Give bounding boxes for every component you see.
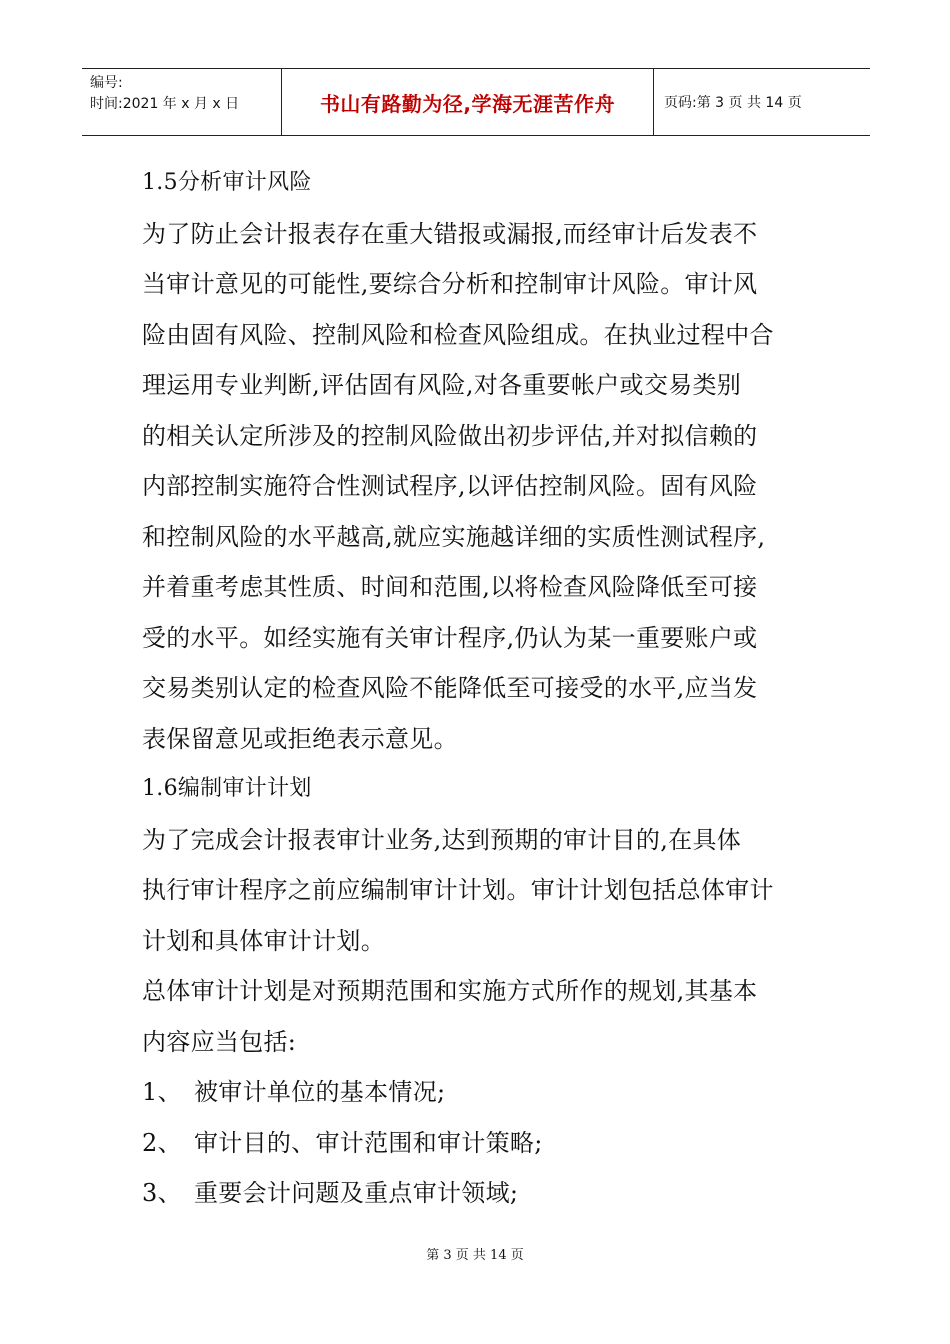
list-item-text: 被审计单位的基本情况; bbox=[194, 1078, 446, 1106]
paragraph-line: 并着重考虑其性质、时间和范围,以将检查风险降低至可接 bbox=[142, 573, 758, 601]
paragraph-line: 内容应当包括: bbox=[142, 1027, 297, 1056]
list-item bbox=[142, 1067, 822, 1118]
paragraph-line: 的相关认定所涉及的控制风险做出初步评估,并对拟信赖的 bbox=[142, 421, 758, 450]
numbered-list bbox=[142, 1067, 822, 1219]
motto-text: 书山有路勤为径,学海无涯苦作舟 bbox=[319, 91, 616, 116]
header-meta bbox=[82, 69, 282, 135]
paragraph-line: 当审计意见的可能性,要综合分析和控制审计风险。审计风 bbox=[142, 270, 758, 298]
list-item-number: 3、 bbox=[142, 1179, 182, 1207]
number-label: 编号: bbox=[90, 75, 123, 91]
list-item bbox=[142, 1118, 822, 1169]
section-heading: 1.6编制审计计划 bbox=[142, 776, 312, 801]
section-heading: 1.5分析审计风险 bbox=[142, 170, 312, 195]
date-label: 时间:2021 年 x 月 x 日 bbox=[90, 96, 240, 112]
list-item-number: 2、 bbox=[142, 1128, 182, 1157]
paragraph-line: 理运用专业判断,评估固有风险,对各重要帐户或交易类别 bbox=[142, 371, 742, 399]
paragraph bbox=[142, 209, 822, 765]
footer-page-number: 第 3 页 共 14 页 bbox=[426, 1248, 524, 1263]
paragraph-line: 内部控制实施符合性测试程序,以评估控制风险。固有风险 bbox=[142, 472, 758, 500]
paragraph-line: 和控制风险的水平越高,就应实施越详细的实质性测试程序, bbox=[142, 522, 766, 551]
page-info-text: 页码:第 3 页 共 14 页 bbox=[664, 95, 802, 111]
list-item bbox=[142, 1168, 822, 1219]
paragraph-line: 险由固有风险、控制风险和检查风险组成。在执业过程中合 bbox=[142, 320, 774, 349]
paragraph-line: 为了完成会计报表审计业务,达到预期的审计目的,在具体 bbox=[142, 825, 742, 854]
page-footer bbox=[0, 1244, 950, 1263]
paragraph-line: 计划和具体审计计划。 bbox=[142, 926, 385, 955]
document-header bbox=[82, 68, 870, 136]
paragraph-line: 总体审计计划是对预期范围和实施方式所作的规划,其基本 bbox=[142, 977, 758, 1005]
list-item-text: 审计目的、审计范围和审计策略; bbox=[194, 1128, 543, 1157]
header-page-info bbox=[654, 69, 870, 135]
paragraph-line: 为了防止会计报表存在重大错报或漏报,而经审计后发表不 bbox=[142, 219, 758, 248]
paragraph-line: 表保留意见或拒绝表示意见。 bbox=[142, 724, 458, 753]
paragraph bbox=[142, 815, 822, 967]
list-item-text: 重要会计问题及重点审计领域; bbox=[194, 1179, 519, 1207]
paragraph-line: 交易类别认定的检查风险不能降低至可接受的水平,应当发 bbox=[142, 674, 758, 702]
document-body bbox=[142, 158, 822, 1219]
header-motto bbox=[282, 69, 654, 135]
paragraph-line: 执行审计程序之前应编制审计计划。审计计划包括总体审计 bbox=[142, 876, 774, 904]
paragraph bbox=[142, 966, 822, 1067]
paragraph-line: 受的水平。如经实施有关审计程序,仍认为某一重要账户或 bbox=[142, 623, 758, 652]
list-item-number: 1、 bbox=[142, 1078, 182, 1106]
